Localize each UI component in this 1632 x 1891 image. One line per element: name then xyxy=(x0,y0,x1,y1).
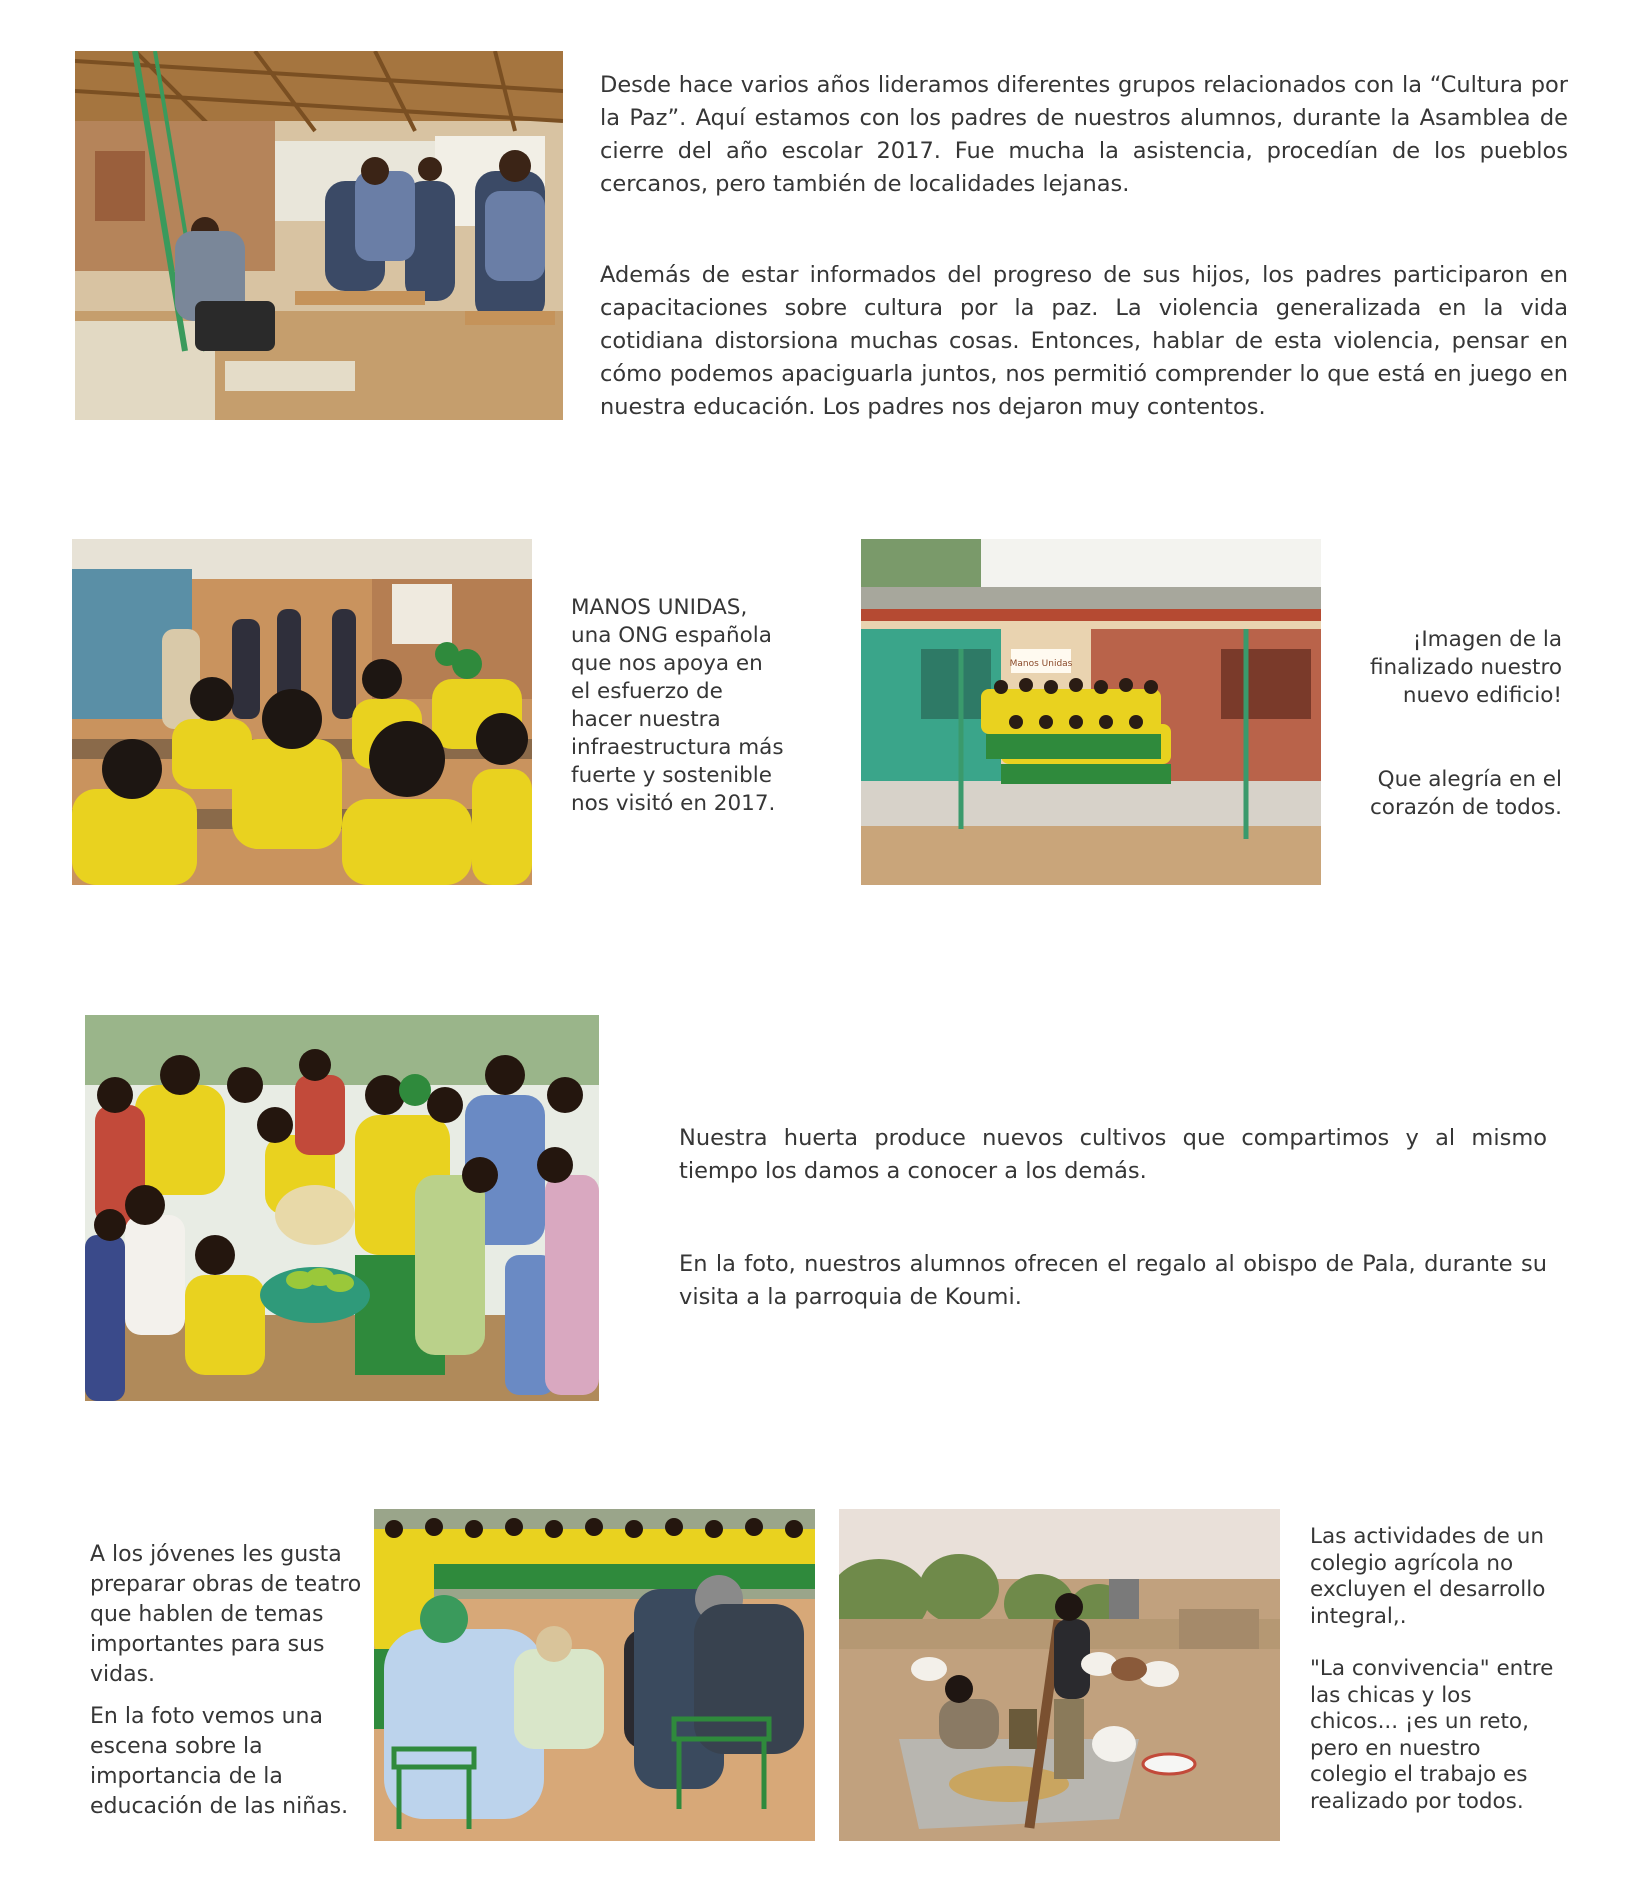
manos-unidas-line: una ONG española xyxy=(571,623,772,648)
theater-line: En la foto vemos una xyxy=(90,1704,323,1729)
new-building-caption xyxy=(1330,626,1562,822)
garden-harvest-photo xyxy=(85,1015,599,1401)
manos-unidas-sign: Manos Unidas xyxy=(1009,659,1073,669)
manos-unidas-caption xyxy=(571,594,811,818)
theater-line: escena sobre la xyxy=(90,1734,263,1759)
manos-unidas-line: nos visitó en 2017. xyxy=(571,791,776,816)
new-building-line: Que alegría en el xyxy=(1377,767,1562,792)
theater-line: importancia de la xyxy=(90,1764,283,1789)
coexistence-caption xyxy=(1310,1524,1570,1815)
coexistence-line: colegio el trabajo es xyxy=(1310,1762,1528,1787)
section1-paragraph-1: Desde hace varios años lideramos diferentes grupos relacionados con la “Cultura por la Paz”. Aquí estamos con los padres de nuestros alumnos, durante la Asamblea de cierre del año escolar 2017. Fue mucha la asistencia, procedían de los pueblos cercanos, pero también de localidades lejanas. xyxy=(600,72,1568,197)
theater-line: A los jóvenes les gusta xyxy=(90,1542,342,1567)
theater-scene-photo xyxy=(374,1509,815,1841)
manos-unidas-line: hacer nuestra xyxy=(571,707,721,732)
section3-paragraph-2: En la foto, nuestros alumnos ofrecen el regalo al obispo de Pala, durante su visita a la parroquia de Koumi. xyxy=(679,1251,1547,1310)
coexistence-line: colegio agrícola no xyxy=(1310,1550,1514,1576)
section1-text xyxy=(600,69,1568,424)
theater-caption xyxy=(90,1540,380,1822)
theater-line: educación de las niñas. xyxy=(90,1794,349,1819)
theater-line: preparar obras de teatro xyxy=(90,1572,362,1597)
coexistence-line: excluyen el desarrollo xyxy=(1310,1577,1546,1602)
theater-line: vidas. xyxy=(90,1662,156,1687)
section3-paragraph-1: Nuestra huerta produce nuevos cultivos que compartimos y al mismo tiempo los damos a conocer a los demás. xyxy=(679,1125,1547,1184)
coexistence-line: Las actividades de un xyxy=(1310,1524,1544,1549)
farm-work-photo xyxy=(839,1509,1280,1841)
manos-unidas-line: MANOS UNIDAS, xyxy=(571,595,748,620)
section3-text xyxy=(679,1122,1547,1314)
coexistence-line: chicos... ¡es un reto, xyxy=(1310,1709,1529,1734)
new-building-photo xyxy=(861,539,1321,885)
manos-unidas-classroom-photo xyxy=(72,539,532,885)
coexistence-line: realizado por todos. xyxy=(1310,1788,1524,1814)
manos-unidas-line: fuerte y sostenible xyxy=(571,763,772,788)
new-building-line: finalizado nuestro xyxy=(1369,655,1562,680)
new-building-line: nuevo edificio! xyxy=(1402,683,1562,708)
manos-unidas-line: que nos apoya en xyxy=(571,651,763,676)
new-building-line: corazón de todos. xyxy=(1369,795,1562,820)
parents-assembly-photo xyxy=(75,51,563,420)
coexistence-line: "La convivencia" entre xyxy=(1310,1656,1554,1681)
new-building-line: ¡Imagen de la xyxy=(1412,627,1562,652)
coexistence-line: pero en nuestro xyxy=(1310,1735,1481,1761)
section1-paragraph-2: Además de estar informados del progreso de sus hijos, los padres participaron en capacitaciones sobre cultura por la paz. La violencia generalizada en la vida cotidiana distorsiona muchas cosas. Entonces, hablar de esta violencia, pensar en cómo podemos apaciguarla juntos, nos permitió comprender lo que está en juego en nuestra educación. Los padres nos dejaron muy contentos. xyxy=(600,262,1568,420)
manos-unidas-line: el esfuerzo de xyxy=(571,679,723,704)
theater-line: importantes para sus xyxy=(90,1632,325,1657)
manos-unidas-line: infraestructura más xyxy=(571,735,784,760)
coexistence-line: las chicas y los xyxy=(1310,1682,1472,1708)
theater-line: que hablen de temas xyxy=(90,1602,324,1627)
coexistence-line: integral,. xyxy=(1310,1603,1407,1629)
